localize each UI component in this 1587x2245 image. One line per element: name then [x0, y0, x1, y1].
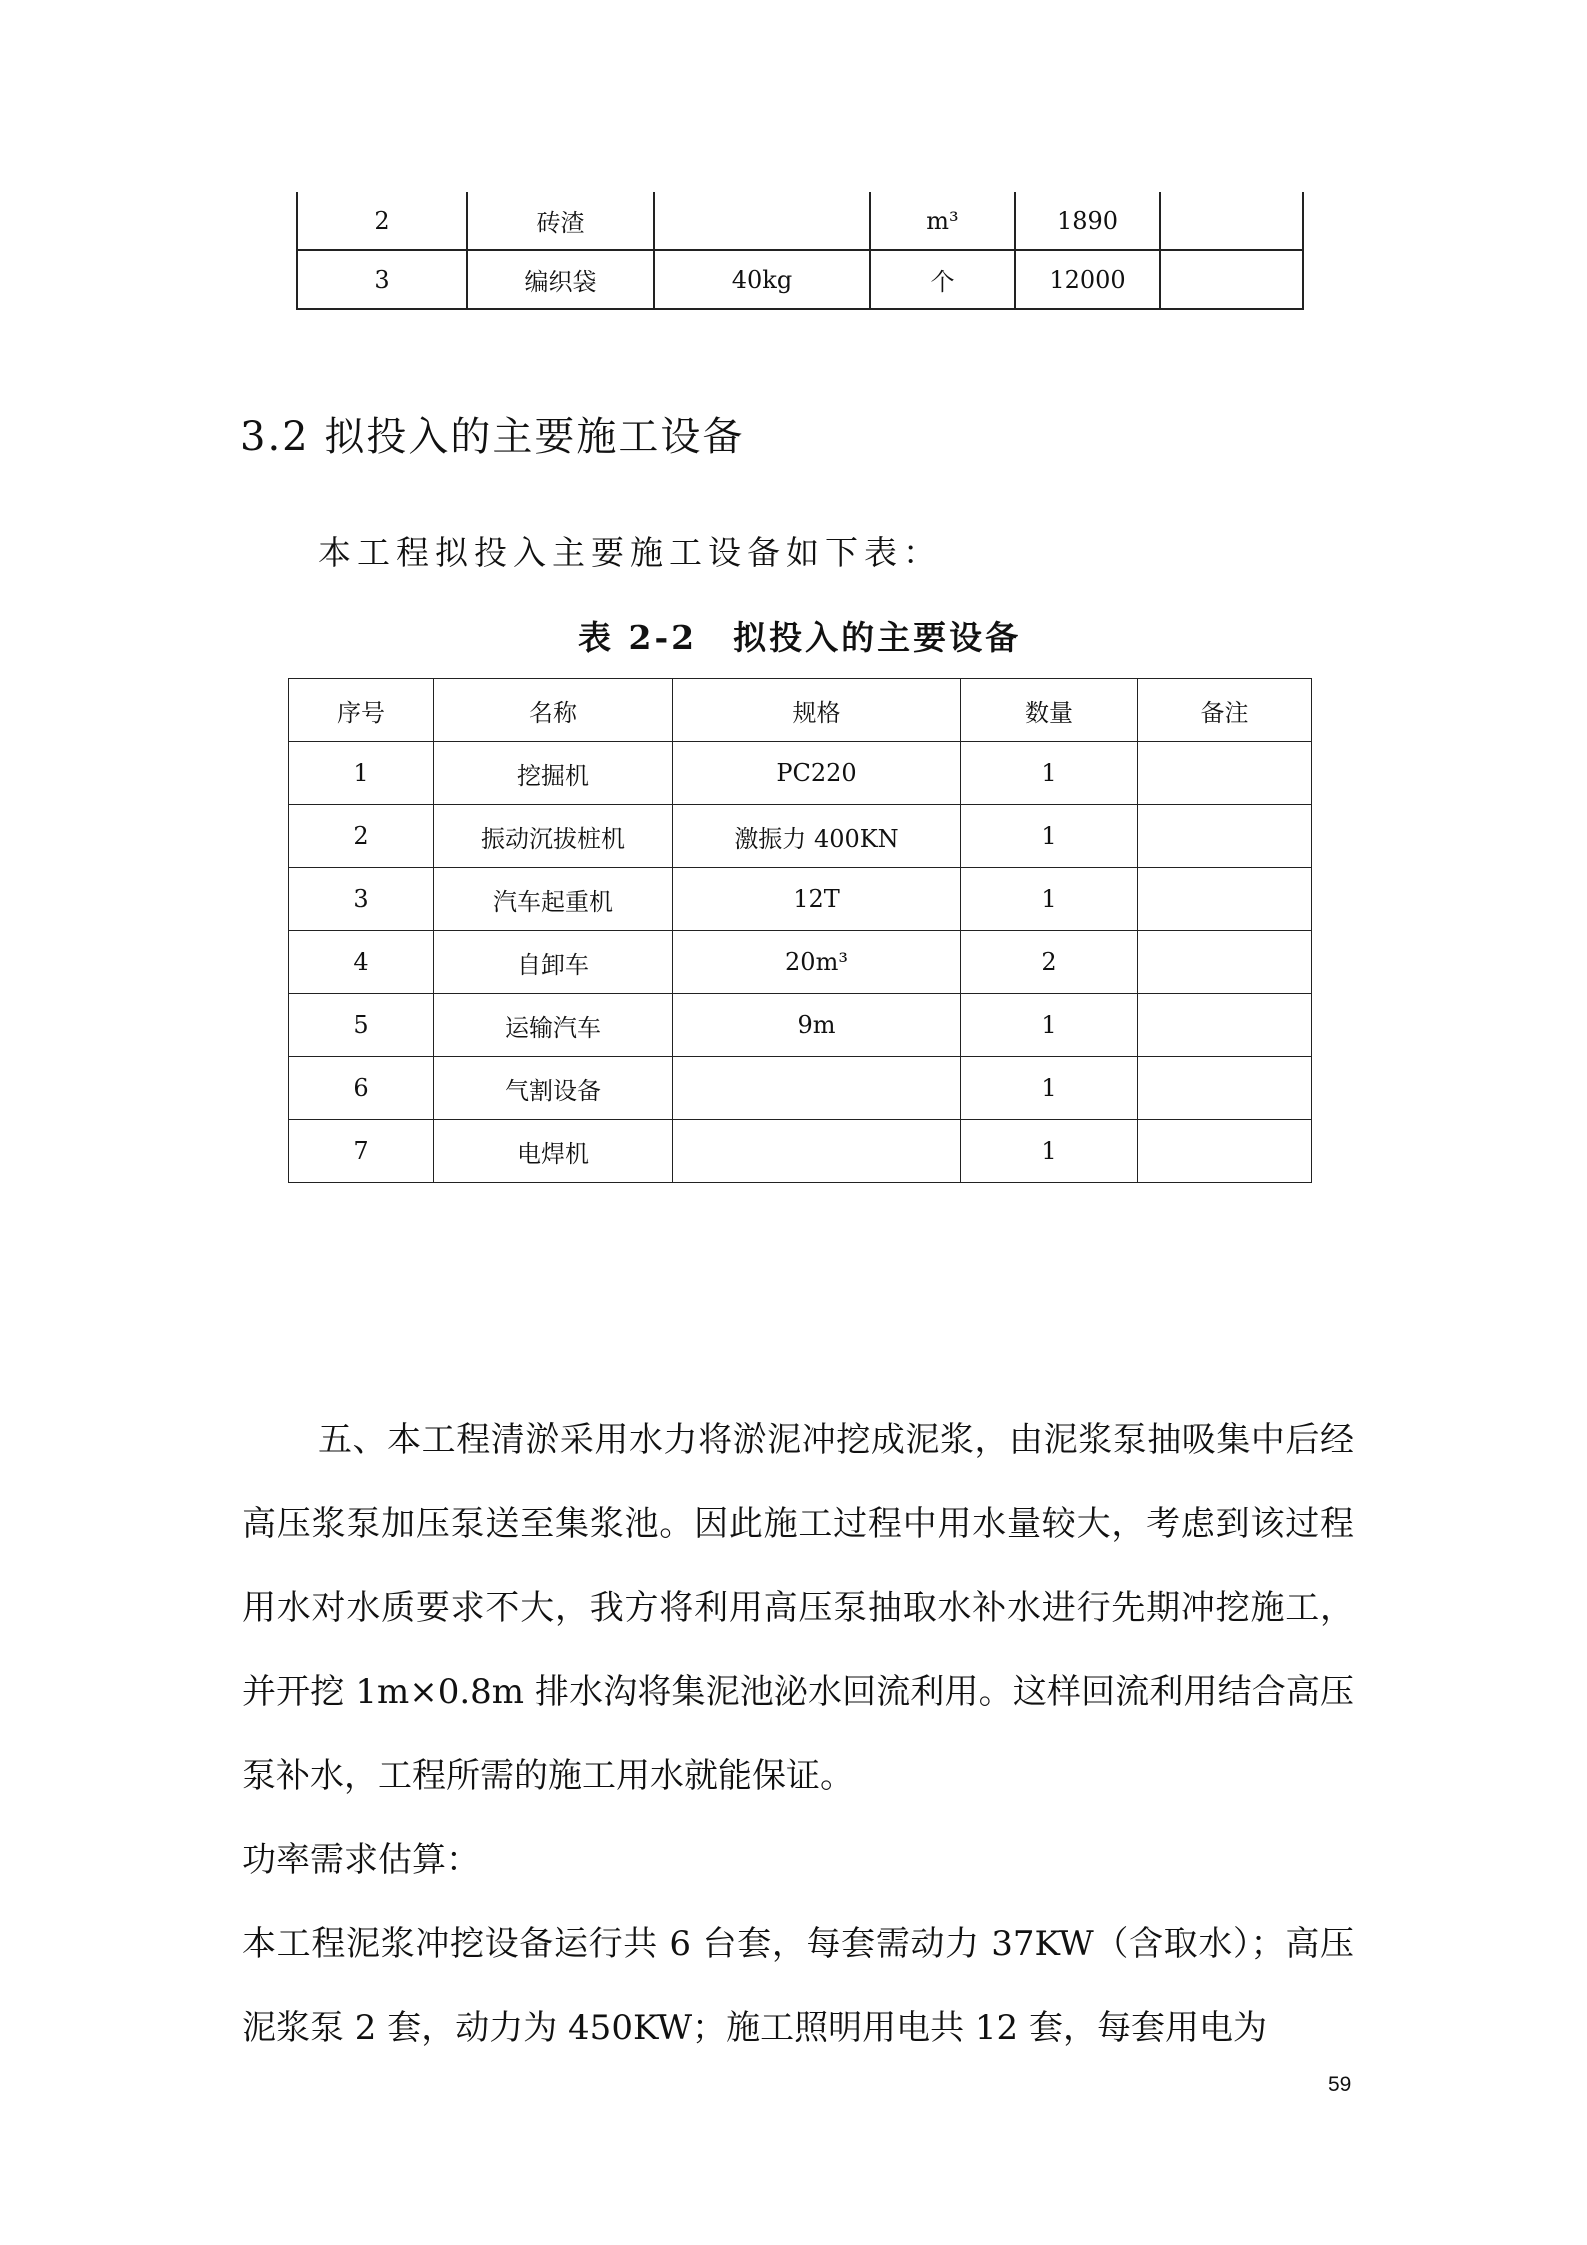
- table-header-row: [289, 679, 1312, 742]
- table-cell: 个: [870, 250, 1015, 309]
- table-cell: 2: [297, 192, 467, 250]
- table-cell: 1: [961, 1120, 1138, 1183]
- table-cell: 7: [289, 1120, 434, 1183]
- table-cell: 激振力 400KN: [673, 805, 961, 868]
- table-cell: [1138, 868, 1312, 931]
- table-cell: [1160, 192, 1303, 250]
- column-header: 序号: [289, 679, 434, 742]
- table-cell: [654, 192, 870, 250]
- table-cell: 1: [961, 994, 1138, 1057]
- table-cell: 砖渣: [467, 192, 654, 250]
- table-cell: 运输汽车: [434, 994, 673, 1057]
- table-cell: 1890: [1015, 192, 1160, 250]
- table-cell: [1138, 994, 1312, 1057]
- table-cell: [1160, 250, 1303, 309]
- table-row: [289, 868, 1312, 931]
- table-cell: [673, 1120, 961, 1183]
- table-cell: 编织袋: [467, 250, 654, 309]
- table-cell: 1: [961, 868, 1138, 931]
- column-header: 数量: [961, 679, 1138, 742]
- table-cell: PC220: [673, 742, 961, 805]
- table-cell: 挖掘机: [434, 742, 673, 805]
- table-cell: 自卸车: [434, 931, 673, 994]
- table-cell: 2: [961, 931, 1138, 994]
- table-cell: 3: [289, 868, 434, 931]
- materials-table-continuation: [296, 192, 1304, 310]
- table-cell: 振动沉拔桩机: [434, 805, 673, 868]
- table-row: [289, 994, 1312, 1057]
- table-row: [289, 742, 1312, 805]
- table-cell: [673, 1057, 961, 1120]
- table-row: [289, 805, 1312, 868]
- table-row: [289, 931, 1312, 994]
- table-cell: 4: [289, 931, 434, 994]
- table-cell: 12000: [1015, 250, 1160, 309]
- equipment-table: [288, 678, 1312, 1183]
- section-heading: 3.2 拟投入的主要施工设备: [240, 414, 745, 460]
- table-cell: 1: [961, 805, 1138, 868]
- table-cell: 1: [961, 1057, 1138, 1120]
- table-cell: 1: [961, 742, 1138, 805]
- column-header: 备注: [1138, 679, 1312, 742]
- table-cell: 20m³: [673, 931, 961, 994]
- paragraph-power-estimate: 本工程泥浆冲挖设备运行共 6 台套，每套需动力 37KW（含取水）；高压泥浆泵 2 套，动力为 450KW；施工照明用电共 12 套，每套用电为: [242, 1924, 1354, 2048]
- table-cell: m³: [870, 192, 1015, 250]
- page-number: 59: [1328, 2073, 1352, 2096]
- table-cell: [1138, 805, 1312, 868]
- table-cell: 40kg: [654, 250, 870, 309]
- section-intro: 本工程拟投入主要施工设备如下表：: [318, 533, 942, 572]
- table-cell: 电焊机: [434, 1120, 673, 1183]
- table-cell: 2: [289, 805, 434, 868]
- table-row: [289, 1057, 1312, 1120]
- table-caption: 表 2-2 拟投入的主要设备: [578, 618, 1022, 657]
- table-row: [297, 250, 1303, 309]
- table-cell: 3: [297, 250, 467, 309]
- table-cell: [1138, 742, 1312, 805]
- column-header: 规格: [673, 679, 961, 742]
- table-cell: 9m: [673, 994, 961, 1057]
- power-estimate-heading: 功率需求估算：: [242, 1840, 480, 1880]
- table-cell: 6: [289, 1057, 434, 1120]
- table-row: [297, 192, 1303, 250]
- table-cell: 5: [289, 994, 434, 1057]
- table-cell: 1: [289, 742, 434, 805]
- table-cell: 汽车起重机: [434, 868, 673, 931]
- column-header: 名称: [434, 679, 673, 742]
- table-cell: 气割设备: [434, 1057, 673, 1120]
- table-cell: [1138, 1057, 1312, 1120]
- paragraph-water-supply: 五、本工程清淤采用水力将淤泥冲挖成泥浆，由泥浆泵抽吸集中后经高压浆泵加压泵送至集浆池。因此施工过程中用水量较大，考虑到该过程用水对水质要求不大，我方将利用高压泵抽取水补水进行先期冲挖施工，并开挖 1m×0.8m 排水沟将集泥池泌水回流利用。这样回流利用结合高压泵补水，工程所需的施工用水就能保证。: [242, 1420, 1354, 1796]
- table-cell: [1138, 1120, 1312, 1183]
- table-cell: 12T: [673, 868, 961, 931]
- table-cell: [1138, 931, 1312, 994]
- table-row: [289, 1120, 1312, 1183]
